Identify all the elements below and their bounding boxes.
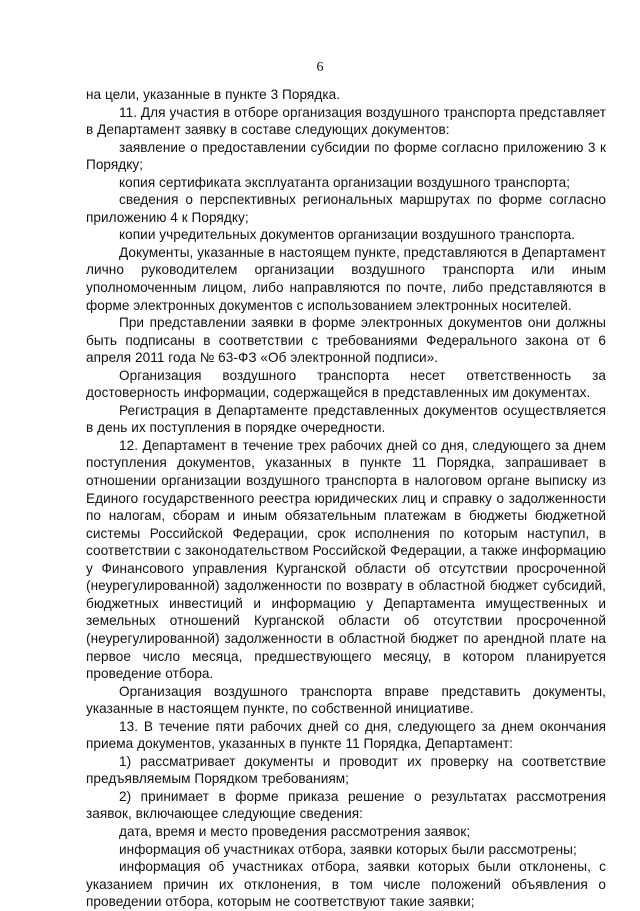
paragraph: 13. В течение пяти рабочих дней со дня, следующего за днем окончания приема документов, указанных в пункте 11 Порядка, Департамент:: [86, 718, 606, 752]
paragraph: копия сертификата эксплуатанта организации воздушного транспорта;: [119, 174, 571, 190]
paragraph: Организация воздушного транспорта вправе представить документы, указанные в настоящем пункте, по собственной инициативе.: [86, 683, 606, 717]
page-number: 6: [316, 60, 324, 75]
paragraph: 1) рассматривает документы и проводит их проверку на соответствие предъявляемым Порядком требованиям;: [86, 753, 606, 787]
paragraph: Организация воздушного транспорта несет ответственность за достоверность информации, содержащейся в представленных им документах.: [86, 367, 606, 401]
paragraph: сведения о перспективных региональных маршрутах по форме согласно приложению 4 к Порядку;: [86, 192, 606, 225]
paragraph: на цели, указанные в пункте 3 Порядка.: [86, 87, 341, 102]
paragraph: 2) принимает в форме приказа решение о результатах рассмотрения заявок, включающее следующие сведения:: [86, 788, 606, 822]
paragraph: дата, время и место проведения рассмотрения заявок;: [119, 823, 471, 839]
document-body: [86, 86, 606, 911]
paragraph: Регистрация в Департаменте представленных документов осуществляется в день их поступления в порядке очередности.: [86, 402, 606, 436]
paragraph: заявление о предоставлении субсидии по форме согласно приложению 3 к Порядку;: [86, 139, 606, 173]
paragraph: Документы, указанные в настоящем пункте, представляются в Департамент лично руководителем организации воздушного транспорта или иным уполномоченным лицом, либо направляются по почте, либо представляются в форме электронных документов с использованием электронных носителей.: [86, 244, 606, 313]
paragraph: 12. Департамент в течение трех рабочих дней со дня, следующего за днем поступления документов, указанных в пункте 11 Порядка, запрашивает в отношении организации воздушного транспорта в налоговом органе выписку из Единого государственного реестра юридических лиц и справку о задолженности по налогам, сборам и иным обязательным платежам в бюджеты бюджетной системы Российской Федерации, срок исполнения по которым наступил, в соответствии с законодательством Российской Федерации, а также информацию у Финансового управления Курганской области об отсутствии просроченной (неурегулированной) задолженности по возврату в областной бюджет субсидий, бюджетных инвестиций и информацию у Департамента имущественных и земельных отношений Курганской области об отсутствии просроченной (неурегулированной) задолженности в областной бюджет по арендной плате на первое число месяца, предшествующего месяцу, в котором планируется проведение отбора.: [86, 437, 606, 682]
paragraph: информация об участниках отбора, заявки которых были отклонены, с указанием причин их отклонения, в том числе положений объявления о проведении отбора, которым не соответствуют такие заявки;: [86, 859, 606, 910]
paragraph: 11. Для участия в отборе организация воздушного транспорта представляет в Департамент заявку в составе следующих документов:: [86, 104, 606, 138]
paragraph: информация об участниках отбора, заявки которых были рассмотрены;: [119, 841, 577, 857]
paragraph: копии учредительных документов организации воздушного транспорта.: [119, 227, 576, 243]
paragraph: При представлении заявки в форме электронных документов они должны быть подписаны в соответствии с требованиями Федерального закона от 6 апреля 2011 года № 63-ФЗ «Об электронной подписи».: [86, 315, 606, 366]
